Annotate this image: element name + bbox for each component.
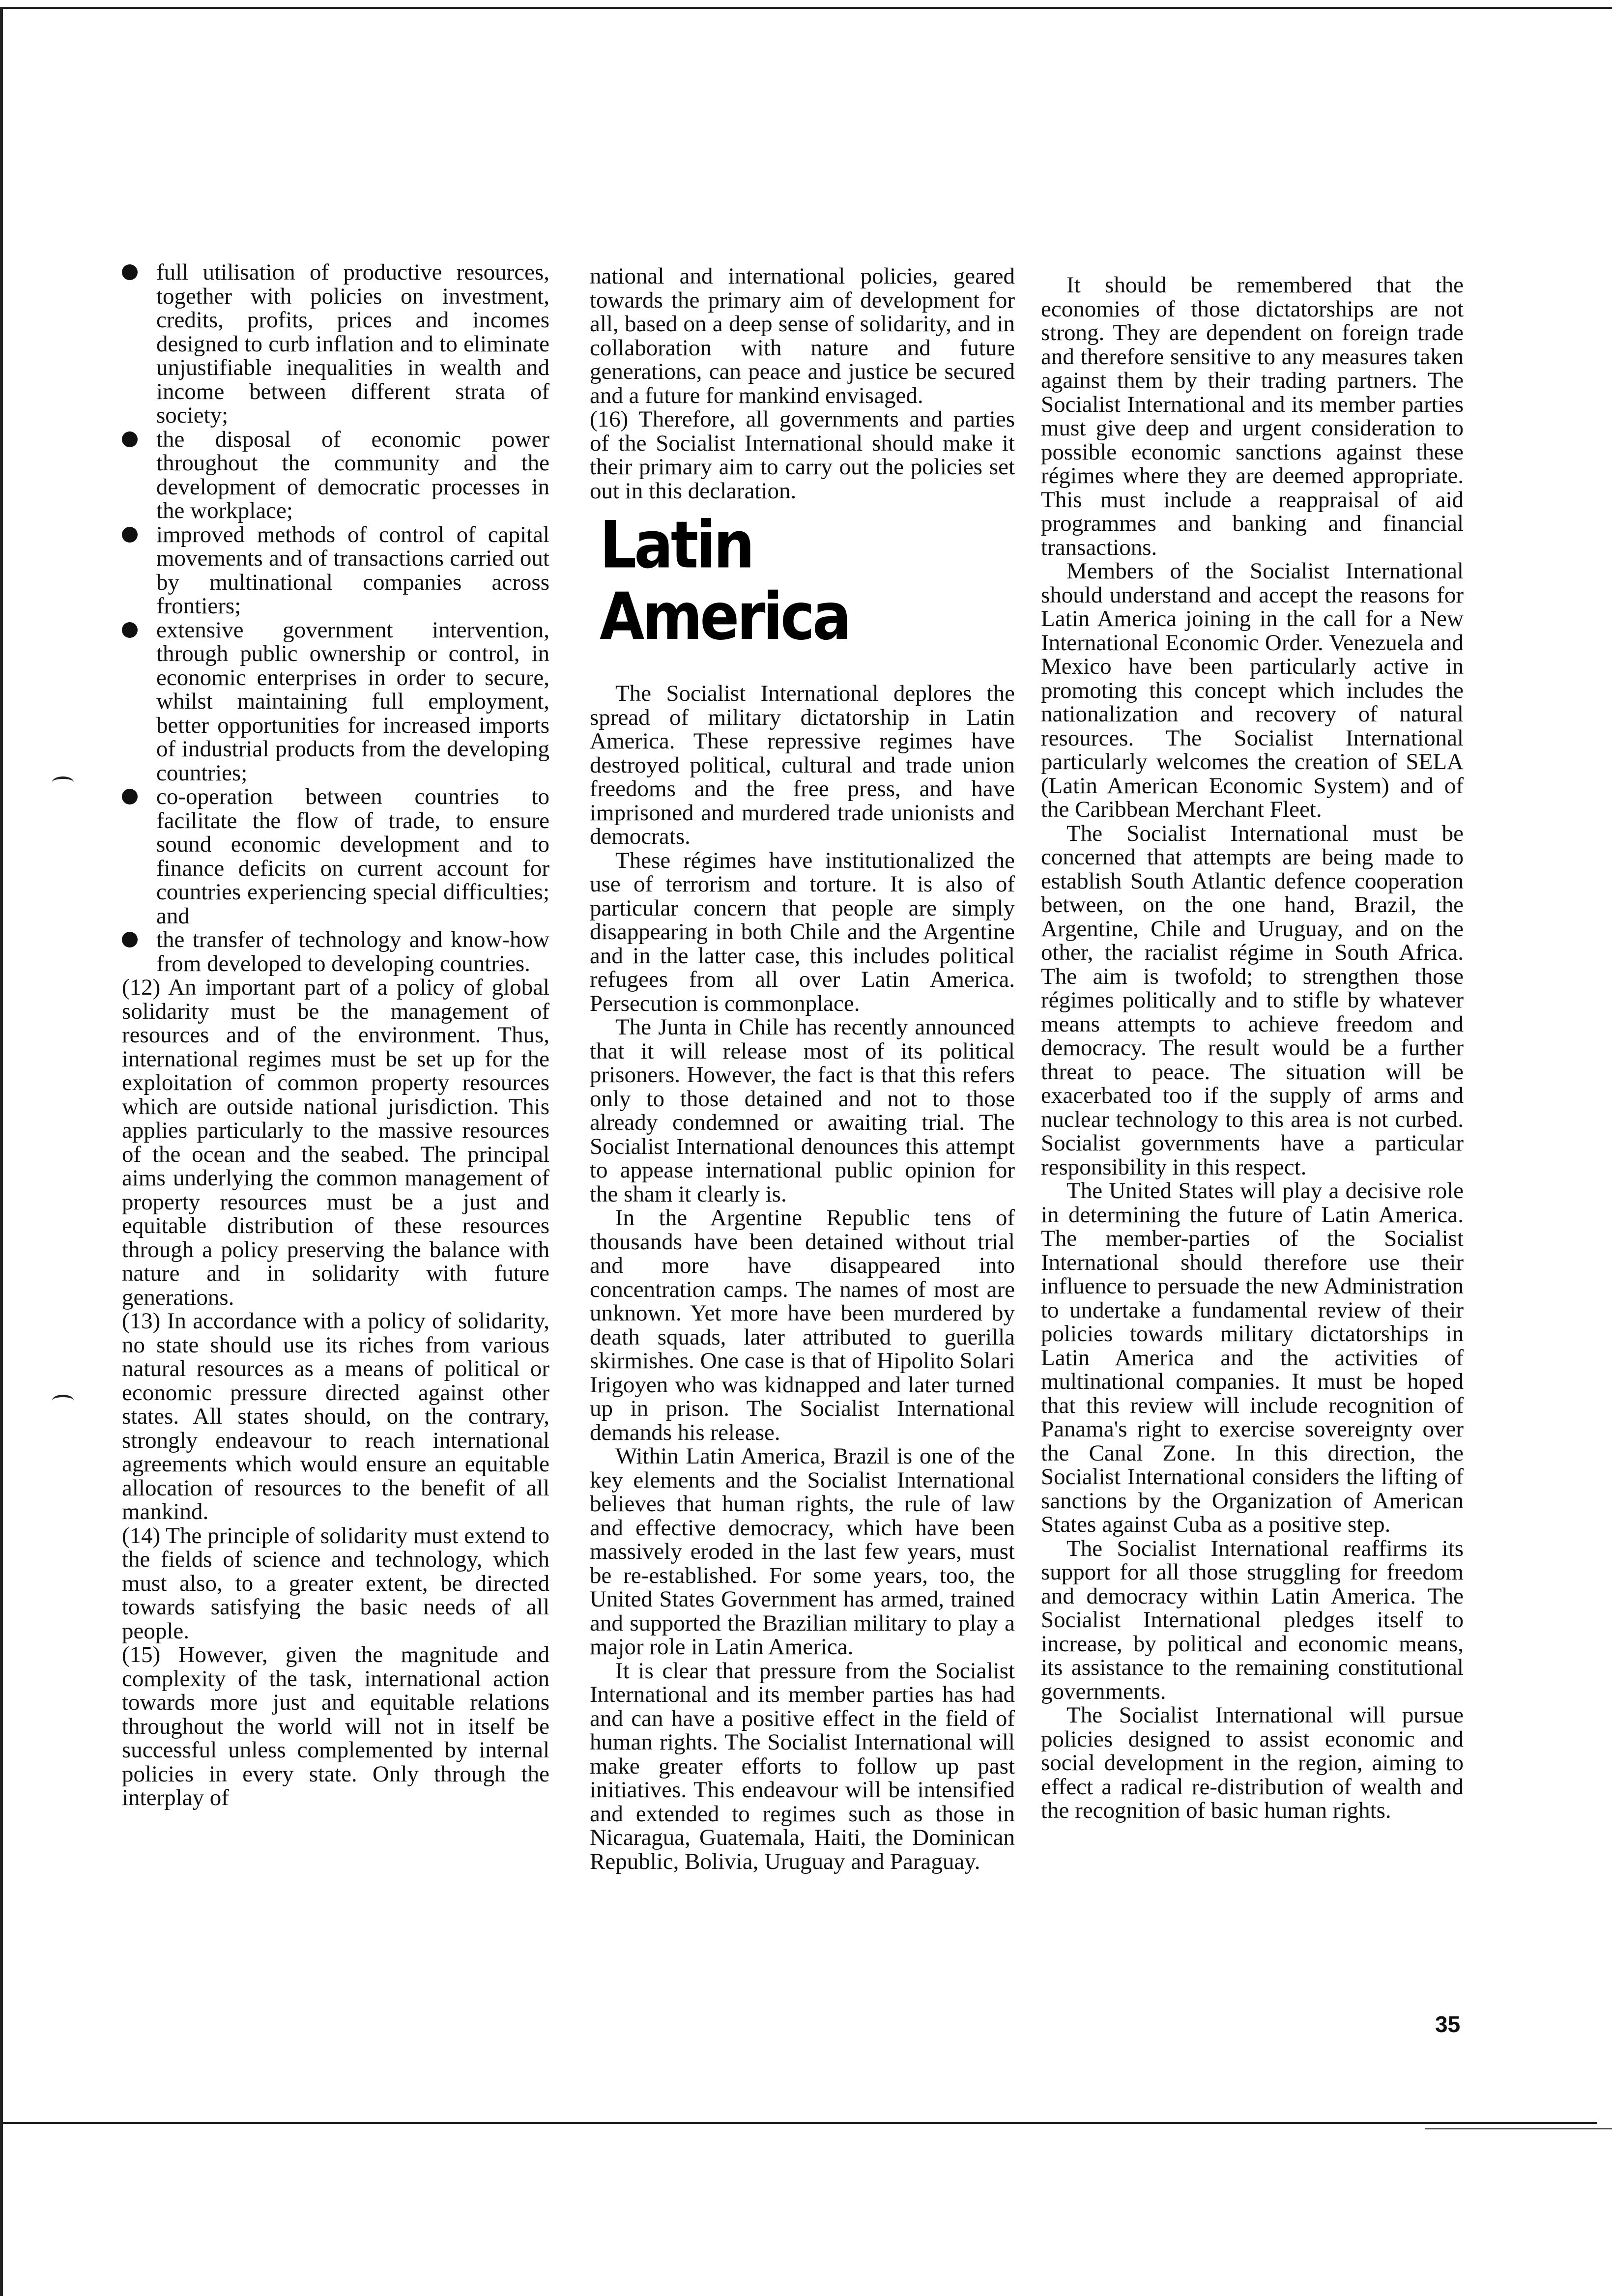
list-item: co-operation between countries to facilitate the flow of trade, to ensure sound economic development and to finance deficits on current account for countries experiencing special difficulties; and <box>122 785 549 928</box>
paragraph: The Junta in Chile has recently announced that it will release most of its political prisoners. However, the fact is that this refers only to those detained and not to those already condemned or awaiting trial. The Socialist International denounces this attempt to appease international public opinion for the sham it clearly is. <box>590 1014 1015 1207</box>
column-right <box>1041 273 1464 1823</box>
bullet-icon <box>122 264 138 280</box>
paragraph: Within Latin America, Brazil is one of the key elements and the Socialist International believes that human rights, the rule of law and effective democracy, which have been massively eroded in the last few years, must be re-established. For some years, too, the United States Government has armed, trained and supported the Brazilian military to play a major role in Latin America. <box>590 1443 1015 1660</box>
top-border-rule <box>0 7 1612 9</box>
paragraph: It should be remembered that the economies of those dictatorships are not strong. They are dependent on foreign trade and therefore sensitive to any measures taken against them by their trading partners. The Socialist International and its member parties must give deep and urgent consideration to possible economic sanctions against these régimes where they are deemed appropriate. This must include a reappraisal of aid programmes and banking and financial transactions. <box>1041 272 1464 560</box>
margin-punch-mark <box>52 1395 74 1406</box>
paragraph: Members of the Socialist International should understand and accept the reasons for Latin America joining in the call for a New International Economic Order. Venezuela and Mexico have been particularly active in promoting this concept which includes the nationalization and recovery of natural resources. The Socialist International particularly welcomes the creation of SELA (Latin American Economic System) and of the Caribbean Merchant Fleet. <box>1041 558 1464 822</box>
section-heading: Latin America <box>600 507 849 655</box>
paragraph-continued: national and international policies, geared towards the primary aim of development for all, based on a deep sense of solidarity, and in collaboration with nature and future generations, can peace and justice be secured and a future for mankind envisaged. <box>590 263 1015 408</box>
bottom-border-rule-tail <box>1425 2128 1612 2129</box>
left-border-rule <box>0 7 3 2296</box>
paragraph-15: (15) However, given the magnitude and complexity of the task, international action towards more just and equitable relations throughout the world will not in itself be successful unless complemented by internal policies in every state. Only through the interplay of <box>122 1642 549 1810</box>
bottom-border-rule <box>0 2122 1597 2124</box>
paragraph: In the Argentine Republic tens of thousands have been detained without trial and more have disappeared into concentration camps. The names of most are unknown. Yet more have been murdered by death squads, later attributed to guerilla skirmishes. One case is that of Hipolito Solari Irigoyen who was kidnapped and later turned up in prison. The Socialist International demands his release. <box>590 1205 1015 1445</box>
page-number: 35 <box>1435 2011 1461 2037</box>
list-item: extensive government intervention, through public ownership or control, in economic enterprises in order to secure, whilst maintaining full employment, better opportunities for increased imports of industrial products from the developing countries; <box>122 618 549 785</box>
list-item: full utilisation of productive resources, together with policies on investment, credits, profits, prices and incomes designed to curb inflation and to eliminate unjustifiable inequalities in wealth and income between different strata of society; <box>122 260 549 428</box>
paragraph: The United States will play a decisive role in determining the future of Latin America. The member-parties of the Socialist International should therefore use their influence to persuade the new Administration to undertake a fundamental review of their policies towards military dictatorships in Latin America and the activities of multinational companies. It must be hoped that this review will include recognition of Panama's right to exercise sovereignty over the Canal Zone. In this direction, the Socialist International considers the lifting of sanctions by the Organization of American States against Cuba as a positive step. <box>1041 1178 1464 1537</box>
bullet-icon <box>122 789 138 804</box>
list-item: the disposal of economic power throughout the community and the development of democratic processes in the workplace; <box>122 428 549 523</box>
list-item: the transfer of technology and know-how from developed to developing countries. <box>122 928 549 976</box>
paragraph: It is clear that pressure from the Socialist International and its member parties has had and can have a positive effect in the field of human rights. The Socialist International will make greater efforts to follow up past initiatives. This endeavour will be intensified and extended to regimes such as those in Nicaragua, Guatemala, Haiti, the Dominican Republic, Bolivia, Uruguay and Paraguay. <box>590 1658 1015 1874</box>
column-left <box>122 260 549 1810</box>
paragraph: The Socialist International deplores the spread of military dictatorship in Latin America. These repressive regimes have destroyed political, cultural and trade union freedoms and the free press, and have imprisoned and murdered trade unionists and democrats. <box>590 681 1015 849</box>
bullet-icon <box>122 622 138 638</box>
list-item: improved methods of control of capital movements and of transactions carried out by multinational companies across frontiers; <box>122 523 549 618</box>
bullet-list <box>122 260 549 976</box>
paragraph: The Socialist International will pursue policies designed to assist economic and social development in the region, aiming to effect a radical re-distribution of wealth and the recognition of basic human rights. <box>1041 1702 1464 1823</box>
bullet-icon <box>122 527 138 543</box>
paragraph-16: (16) Therefore, all governments and parties of the Socialist International should make it their primary aim to carry out the policies set out in this declaration. <box>590 406 1015 504</box>
paragraph-13: (13) In accordance with a policy of solidarity, no state should use its riches from various natural resources as a means of political or economic pressure directed against other states. All states should, on the contrary, strongly endeavour to reach international agreements which would ensure an equitable allocation of resources to the benefit of all mankind. <box>122 1308 549 1524</box>
paragraph-14: (14) The principle of solidarity must extend to the fields of science and technology, which must also, to a greater extent, be directed towards satisfying the basic needs of all people. <box>122 1522 549 1644</box>
paragraph: These régimes have institutionalized the use of terrorism and torture. It is also of particular concern that people are simply disappearing in both Chile and the Argentine and in the latter case, this includes political refugees from all over Latin America. Persecution is commonplace. <box>590 847 1015 1016</box>
paragraph: The Socialist International reaffirms its support for all those struggling for freedom and democracy within Latin America. The Socialist International pledges itself to increase, by political and economic means, its assistance to the remaining constitutional governments. <box>1041 1535 1464 1704</box>
bullet-icon <box>122 932 138 947</box>
column-middle <box>590 264 1015 1873</box>
paragraph-12: (12) An important part of a policy of global solidarity must be the management of resources and of the environment. Thus, international regimes must be set up for the exploitation of common property resources which are outside national jurisdiction. This applies particularly to the massive resources of the ocean and the seabed. The principal aims underlying the common management of property resources must be a just and equitable distribution of these resources through a policy preserving the balance with nature and in solidarity with future generations. <box>122 975 549 1310</box>
paragraph: The Socialist International must be concerned that attempts are being made to establish South Atlantic defence cooperation between, on the one hand, Brazil, the Argentine, Chile and Uruguay, and on the other, the racialist régime in South Africa. The aim is twofold; to strengthen those régimes politically and to stifle by whatever means attempts to achieve freedom and democracy. The result would be a further threat to peace. The situation will be exacerbated too if the supply of arms and nuclear technology to this area is not curbed. Socialist governments have a particular responsibility in this respect. <box>1041 820 1464 1180</box>
margin-punch-mark <box>52 776 74 788</box>
bullet-icon <box>122 431 138 447</box>
